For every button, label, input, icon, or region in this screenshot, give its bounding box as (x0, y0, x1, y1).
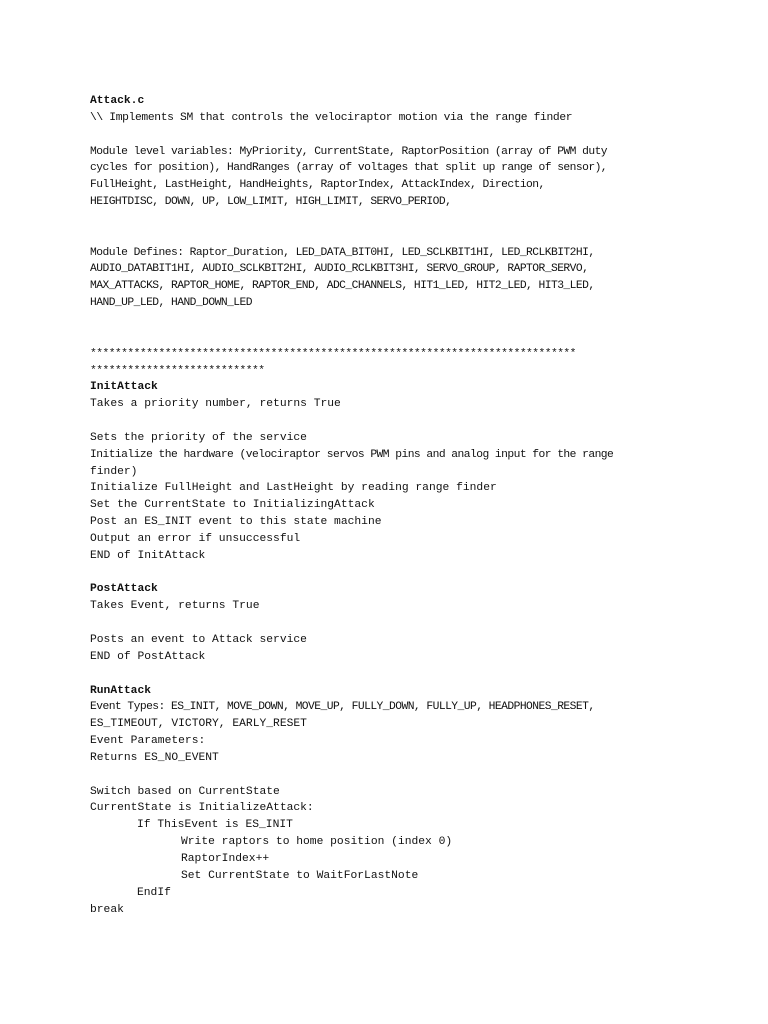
file-description: \\ Implements SM that controls the velociraptor motion via the range finder (90, 111, 573, 124)
run-attack-if-line: If ThisEvent is ES_INIT (137, 819, 293, 832)
run-attack-title: RunAttack (90, 684, 152, 697)
run-attack-if-body-line: Set CurrentState to WaitForLastNote (181, 869, 419, 882)
post-attack-body-line: END of PostAttack (90, 650, 206, 663)
run-attack-header-line: ES_TIMEOUT, VICTORY, EARLY_RESET (90, 718, 307, 731)
module-vars-line: cycles for position), HandRanges (array of voltages that split up range of sensor), (90, 162, 608, 175)
run-attack-if-body-line: RaptorIndex++ (181, 852, 270, 865)
file-title: Attack.c (90, 95, 145, 107)
init-attack-title: InitAttack (90, 381, 158, 394)
run-attack-header-line: Returns ES_NO_EVENT (90, 751, 219, 764)
run-attack-header-line: Event Parameters: (90, 735, 206, 748)
init-attack-body-line: Sets the priority of the service (90, 431, 307, 444)
run-attack-switch-line: Switch based on CurrentState (90, 785, 280, 798)
init-attack-body-line: Initialize FullHeight and LastHeight by reading range finder (90, 482, 497, 495)
module-defines-line: AUDIO_DATABIT1HI, AUDIO_SCLKBIT2HI, AUDIO_RCLKBIT3HI, SERVO_GROUP, RAPTOR_SERVO, (90, 263, 589, 276)
module-vars-line: FullHeight, LastHeight, HandHeights, RaptorIndex, AttackIndex, Direction, (90, 179, 545, 192)
module-vars-line: Module level variables: MyPriority, CurrentState, RaptorPosition (array of PWM duty (90, 145, 608, 158)
init-attack-signature: Takes a priority number, returns True (90, 398, 341, 411)
post-attack-signature: Takes Event, returns True (90, 600, 260, 613)
post-attack-body-line: Posts an event to Attack service (90, 634, 307, 646)
run-attack-if-body-line: Write raptors to home position (index 0) (181, 836, 453, 849)
module-defines-line: Module Defines: Raptor_Duration, LED_DATA_BIT0HI, LED_SCLKBIT1HI, LED_RCLKBIT2HI, (90, 246, 595, 259)
run-attack-header-line: Event Types: ES_INIT, MOVE_DOWN, MOVE_UP, FULLY_DOWN, FULLY_UP, HEADPHONES_RESET, (90, 701, 595, 714)
init-attack-body-line: Output an error if unsuccessful (90, 532, 301, 545)
module-defines-line: MAX_ATTACKS, RAPTOR_HOME, RAPTOR_END, ADC_CHANNELS, HIT1_LED, HIT2_LED, HIT3_LED, (90, 280, 595, 293)
init-attack-body-line: END of InitAttack (90, 549, 206, 562)
document-page (90, 93, 690, 918)
run-attack-switch-line: CurrentState is InitializeAttack: (90, 802, 314, 815)
run-attack-break-line: break (90, 903, 124, 916)
divider-line: **************************** (90, 364, 265, 377)
module-vars-line: HEIGHTDISC, DOWN, UP, LOW_LIMIT, HIGH_LIMIT, SERVO_PERIOD, (90, 196, 452, 209)
init-attack-body-line: finder) (90, 465, 138, 478)
run-attack-endif-line: EndIf (137, 886, 171, 899)
module-defines-line: HAND_UP_LED, HAND_DOWN_LED (90, 297, 252, 310)
post-attack-title: PostAttack (90, 583, 158, 596)
init-attack-body-line: Set the CurrentState to InitializingAttack (90, 499, 375, 512)
init-attack-body-line: Initialize the hardware (velociraptor servos PWM pins and analog input for the range (90, 448, 614, 461)
init-attack-body-line: Post an ES_INIT event to this state machine (90, 516, 382, 529)
divider-line: ****************************************************************************** (90, 347, 576, 360)
